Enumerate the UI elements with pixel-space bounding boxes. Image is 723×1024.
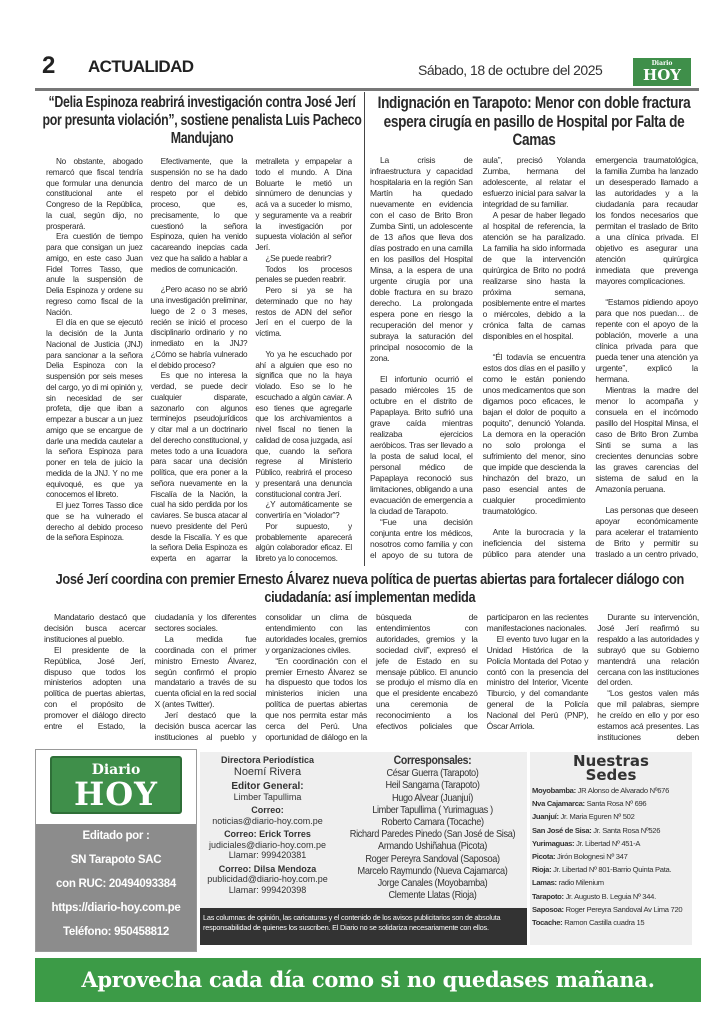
paragraph: La medida fue coordinada con el primer ministro Ernesto Álvarez, según confirmó el propio mandatario a través de su cuenta oficial en la red social X (antes Twitter). <box>154 633 257 710</box>
issue-date: Sábado, 18 de octubre del 2025 <box>418 62 603 78</box>
website-link[interactable]: https://diario-hoy.com.pe <box>51 902 181 914</box>
paragraph: Era cuestión de tiempo para que consigan un juez amigo, en este caso Juan Fidel Torres Tasso, que anule la suspensión de Delia Espinoza y ordene su regreso como fiscal de la Nación. <box>46 232 143 317</box>
office-city: Rioja: <box>532 865 552 875</box>
paragraph: El presidente de la República, José Jerí, dispuso que todos los ministerios adopten una política de puertas abiertas, con el propósito de promover el diálogo directo entre el Estado, la ciudadanía y los diferentes sectores sociales. <box>44 612 257 732</box>
correspondent-item: Roger Pereyra Sandoval (Saposoa) <box>365 852 500 865</box>
office-address: Jirón Bolognesi Nº 347 <box>557 852 628 862</box>
paragraph: El evento tuvo lugar en la Unidad Histórica de la Policía Montada del Potao y contó con la presencia del ministro del Interior, Vicente Tiburcio, y del comandante general de la Policía Nacional del Perú (PNP), Óscar Arriola. <box>486 633 589 732</box>
office-address: Santa Rosa Nº 696 <box>586 799 647 809</box>
mail3-label: Correo: Dilsa Mendoza <box>218 863 317 874</box>
paragraph: El juez Torres Tasso dice que se ha vulnerado el derecho al debido proceso de la señora Espinoza. <box>46 501 143 543</box>
paragraph: Durante su intervención, José Jerí reafirmó su respaldo a las autoridades y subrayó que su Gobierno mantendrá una relación cercana con las instituciones del orden. <box>597 612 699 688</box>
office-item <box>532 863 692 876</box>
paragraph: Yo ya he escuchado por ahí a alguien que eso no significa que no la haya violado. Eso se lo he escuchado a algún caviar. A eso tienes que agregarle que los archivamientos a nivel fiscal no tienen la calidad de cosa juzgada, así que, cuando la señora regrese al Ministerio Público, reabrirá el proceso y presentará una denuncia constitucional contra Jerí. <box>255 349 352 499</box>
paragraph: “En coordinación con el premier Ernesto Álvarez se ha dispuesto que todos los ministerios inicien una política de puertas abiertas que nos permita estar más cerca del Perú. Una oportunidad de diálogo en la búsqueda de entendimientos con autoridades, gremios y la sociedad civil”, expresó el jefe de Estado en su mensaje público. El anuncio se produjo el mismo día en que el presidente encabezó una ceremonia de reconocimiento a los efectivos policiales que participaron en las recientes manifestaciones nacionales. <box>265 612 589 742</box>
office-city: Juanjuí: <box>532 812 559 822</box>
phone3: Llamar: 999420398 <box>228 884 307 895</box>
newspaper-logo-large <box>50 756 182 814</box>
staff-list <box>200 755 335 898</box>
header-divider <box>35 88 699 91</box>
section-title: ACTUALIDAD <box>88 57 194 76</box>
paragraph: “Él todavía se encuentra estos dos días en el pasillo y como le están poniendo unos medicamentos que son digamos poco eficaces, le bajan el dolor de poquito a poquito”, denunció Yolanda. La demora en la operación no solo prolonga el sufrimiento del menor, sino que impide que descienda la hinchazón del brazo, un paso esencial antes de cualquier procedimiento traumatológico. <box>482 352 586 516</box>
correspondent-item: Marcelo Raymundo (Nueva Cajamarca) <box>357 864 508 877</box>
correspondent-item: César Guerra (Tarapoto) <box>386 767 479 780</box>
correspondent-item: Limber Tapullima ( Yurimaguas ) <box>372 803 493 816</box>
logo-top-text: Diario <box>651 60 673 67</box>
paragraph: “Fue una decisión conjunta entre los médicos, nosotros como familia y con el apoyo de su tutora de aula”, precisó Yolanda Zumba, hermana del adolescente, al relatar el esfuerzo inicial para salvar la integridad de su familiar. <box>370 155 586 560</box>
office-city: Tocache: <box>532 918 563 928</box>
paragraph: ¿Se puede reabrir? <box>265 253 332 263</box>
headline-espinoza: “Delia Espinoza reabrirá investigación contra José Jerí por presunta violación”, sostiene penalista Luis Pacheco Mandujano <box>42 94 362 147</box>
publisher-info <box>36 824 196 951</box>
offices-list <box>530 784 692 929</box>
office-address: Ramon Castilla cuadra 15 <box>564 918 645 928</box>
office-city: Yurimaguas: <box>532 838 575 848</box>
office-item <box>532 890 692 903</box>
paragraph: Jerí destacó que la decisión busca acercar las instituciones al pueblo y consolidar un clima de entendimiento con las autoridades locales, gremios y organizaciones civiles. <box>154 612 367 742</box>
director-label: Directora Periodística <box>220 755 315 765</box>
correspondent-item: Roberto Camara (Tocache) <box>381 816 484 829</box>
paragraph: Efectivamente, que la suspensión no se ha dado dentro del marco de un respeto por el debido proceso, que es, precisamente, lo que cuestionó la señora Espinoza, quien ha venido cacareando inepcias cada vez que ha salido a hablar a medios de comunicación. <box>150 157 248 274</box>
office-item <box>532 797 692 810</box>
motto-banner: Aprovecha cada día como si no quedases mañana. <box>35 958 701 1002</box>
paragraph: ¿Pero acaso no se abrió una investigación preliminar, luego de 2 o 3 meses, recién se inició el proceso disciplinario ordinario y no inmediato en la JNJ? ¿Cómo se habría vulnerado el debido proceso? <box>150 285 248 370</box>
correspondent-item: Clemente Llatas (Rioja) <box>388 889 477 902</box>
paragraph: Mientras la madre del menor lo acompaña y consuela en el incómodo pasillo del Hospital Minsa, el caso de Brito Bron Zumba Sinti se suma a las crecientes denuncias sobre las graves carencias del sistema de salud en la Amazonía peruana. <box>595 385 698 494</box>
office-city: Saposoa: <box>532 904 564 914</box>
logo-main-text: HOY <box>643 66 681 84</box>
correspondents-list <box>338 754 527 901</box>
paragraph: “Los gestos valen más que mil palabras, siempre he creído en ello y por eso estamos acá presentes. Las instituciones deben <box>597 688 699 742</box>
mail2-link[interactable]: judiciales@diario-hoy.com.pe <box>208 839 327 850</box>
office-address: Jr. Libertad Nº 451-A <box>576 838 641 848</box>
staff-box <box>200 752 527 945</box>
office-item <box>532 837 692 850</box>
disclaimer: Las columnas de opinión, las caricaturas y el contenido de los avisos publicitarios son de absoluta responsabilidad de quienes los suscriben. El Diario no se solidariza necesariamente con ellos. <box>200 908 527 945</box>
mail-label: Correo: <box>251 805 284 815</box>
logo-main-text: HOY <box>74 775 158 813</box>
office-address: radio Milenium <box>558 878 604 888</box>
paragraph: A pesar de haber llegado al hospital de referencia, la atención se ha paralizado. La familia ha sido informada de que la intervención quirúrgica de Brito no podrá realizarse sino hasta la próxima semana, posiblemente entre el martes o miércoles, debido a la crónica falta de camas disponibles en el hospital. <box>482 210 586 341</box>
headline-tarapoto: Indignación en Tarapoto: Menor con doble fractura espera cirugía en pasillo de Hospital por Falta de Camas <box>377 93 691 149</box>
mail2-label: Correo: Erick Torres <box>224 829 311 839</box>
paragraph: Ante la burocracia y la ineficiencia del sistema público para atender una emergencia traumatológica, la familia Zumba ha lanzado un desesperado llamado a las autoridades y a la ciudadanía para recaudar los fondos necesarios que permitan el traslado de Brito a una clínica privada. El objetivo es asegurar una atención quirúrgica inmediata que prevenga mayores complicaciones. <box>482 155 698 559</box>
paragraph: El infortunio ocurrió el pasado miércoles 15 de octubre en el distrito de Papaplaya. Brito sufrió una grave caída mientras realizaba ejercicios aeróbicos. Tras ser llevado a la posta de salud local, el personal médico de Papaplaya reconoció sus limitaciones, obligando a una evacuación de emergencia a la ciudad de Tarapoto. <box>370 374 473 516</box>
office-item <box>532 810 692 823</box>
publisher-phone: Teléfono: 950458812 <box>63 926 169 938</box>
paragraph: Es que no interesa la verdad, se puede decir cualquier disparate, sazonarlo con algunos terminejos pseudojurídicos y citar mal a un doctrinario del derecho constitucional, y metes todo a una licuadora para sacar una decisión política, que era poner a la señora nuevamente en la Fiscalía de la Nación, la cual ha sido perdida por los caviares. Se busca atacar al nuevo presidente del Perú desde la Fiscalía. Y es que la señora Delia Espinoza es experta en agarrar la metralleta y empapelar a todo el mundo. A Dina Boluarte le metió un sinnúmero de denuncias y acá va a suceder lo mismo, y seguramente va a reabrir la investigación por supuesta violación al señor Jerí. <box>150 157 352 563</box>
mail-link[interactable]: noticias@diario-hoy.com.pe <box>212 815 323 826</box>
publisher-ruc: con RUC: 20494093384 <box>56 878 176 890</box>
headline-jeri: José Jerí coordina con premier Ernesto Álvarez nueva política de puertas abiertas para fortalecer diálogo con ciudadanía: así implementan medida <box>55 571 684 606</box>
office-item <box>532 903 692 916</box>
paragraph: “Estamos pidiendo apoyo para que nos puedan… de repente con el apoyo de la población, moverle a una clínica privada para que pueda tener una atención ya urgente”, explicó la hermana. <box>595 297 698 384</box>
office-city: Nva Cajamarca: <box>532 799 585 809</box>
newspaper-logo <box>633 58 691 86</box>
paragraph: No obstante, abogado remarcó que fiscal tendría que formular una denuncia constitucional ante el Congreso de la República, la cual, según dijo, no prosperará. <box>46 157 143 231</box>
office-city: Moyobamba: <box>532 786 576 795</box>
column-divider <box>364 92 365 566</box>
correspondent-item: Armando Ushiñahua (Picota) <box>378 840 487 853</box>
office-item <box>532 916 692 929</box>
office-item <box>532 876 692 889</box>
office-item <box>532 784 692 797</box>
editor-label: Editor General: <box>231 780 304 792</box>
office-city: San José de Sisa: <box>532 825 592 835</box>
correspondents-title: Corresponsales: <box>393 753 472 767</box>
masthead-box <box>35 749 197 952</box>
paragraph: Pero si ya se ha determinado que no hay restos de ADN del señor Jerí en el cuerpo de la víctima. <box>255 286 352 338</box>
phone2: Llamar: 999420381 <box>228 850 307 860</box>
paragraph: Las personas que deseen apoyar económicamente para acelerar el tratamiento de Brito y permitir su traslado a un centro privado, <box>595 505 698 559</box>
correspondent-item: Jorge Canales (Moyobamba) <box>377 877 488 890</box>
paragraph: Todos los procesos penales se pueden reabrir. <box>255 264 352 285</box>
page-number: 2 <box>42 52 56 79</box>
publisher-name: SN Tarapoto SAC <box>70 854 162 866</box>
edited-by-label: Editado por : <box>82 830 150 842</box>
offices-title <box>530 754 692 782</box>
office-city: Picota: <box>532 852 556 862</box>
office-address: Roger Pereyra Sandoval Av Lima 720 <box>565 904 683 914</box>
office-item <box>532 850 692 863</box>
mail3-link[interactable]: publicidad@diario-hoy.com.pe <box>207 874 328 884</box>
editor-name: Limber Tapullima <box>233 791 302 802</box>
article-body-tarapoto <box>370 155 698 562</box>
correspondent-item: Heil Sangama (Tarapoto) <box>385 779 480 792</box>
paragraph: El día en que se ejecutó la decisión de la Junta Nacional de Justicia (JNJ) para sancionar a la señora Delia Espinoza con la suspensión por seis meses del cargo, yo di mi opinión y, sin necesidad de ser profeta, dije que iban a empezar a buscar a un juez amigo que se encargue de darle una medida cautelar a la señora Espinoza para poner en tela de juicio la medida de la JNJ. Y no me equivoqué, es que ya conocemos el libreto. <box>46 318 143 500</box>
office-city: Lamas: <box>532 878 557 888</box>
article-body-jeri <box>44 612 699 744</box>
paragraph: Por supuesto, y probablemente aparecerá algún colaborador eficaz. El libreto ya lo conocemos. <box>255 521 352 563</box>
office-address: Jr. Maria Eguren Nº 502 <box>560 812 635 822</box>
paragraph: Mandatario destacó que decisión busca acercar instituciones al pueblo. <box>44 612 146 644</box>
office-address: Jr. Santa Rosa Nº526 <box>593 825 661 835</box>
director-name: Noemí Rivera <box>233 765 302 778</box>
offices-box <box>530 752 692 945</box>
office-address: Jr. Libertad Nº 801-Barrio Quinta Pata. <box>553 865 672 875</box>
correspondent-item: Richard Paredes Pinedo (San José de Sisa) <box>349 828 516 841</box>
offices-title-line2: Sedes <box>585 766 637 784</box>
office-city: Tarapoto: <box>532 891 564 901</box>
paragraph: ¿Y automáticamente se convertiría en “violador”? <box>255 500 352 520</box>
paragraph: La crisis de infraestructura y capacidad hospitalaria en la región San Martín ha quedado nuevamente en evidencia con el caso de Brito Bron Zumba Sinti, un adolescente de 13 años que lleva dos días postrado en una camilla en los pasillos del Hospital Minsa, a la espera de una urgente cirugía por una doble fractura en su brazo derecho. La prolongada espera pone en riesgo la recuperación del menor y subraya la saturación del principal nosocomio de la zona. <box>370 155 473 363</box>
office-item <box>532 824 692 837</box>
office-address: Jr. Augusto B. Leguia Nº 344. <box>565 891 656 901</box>
logo-top-text: Diario <box>91 762 141 778</box>
article-body-espinoza <box>46 157 352 565</box>
correspondent-item: Hugo Alvear (Juanjuí) <box>391 791 473 804</box>
offices-title-line1: Nuestras <box>573 752 649 770</box>
office-address: JR Alonso de Alvarado Nº676 <box>577 786 670 795</box>
